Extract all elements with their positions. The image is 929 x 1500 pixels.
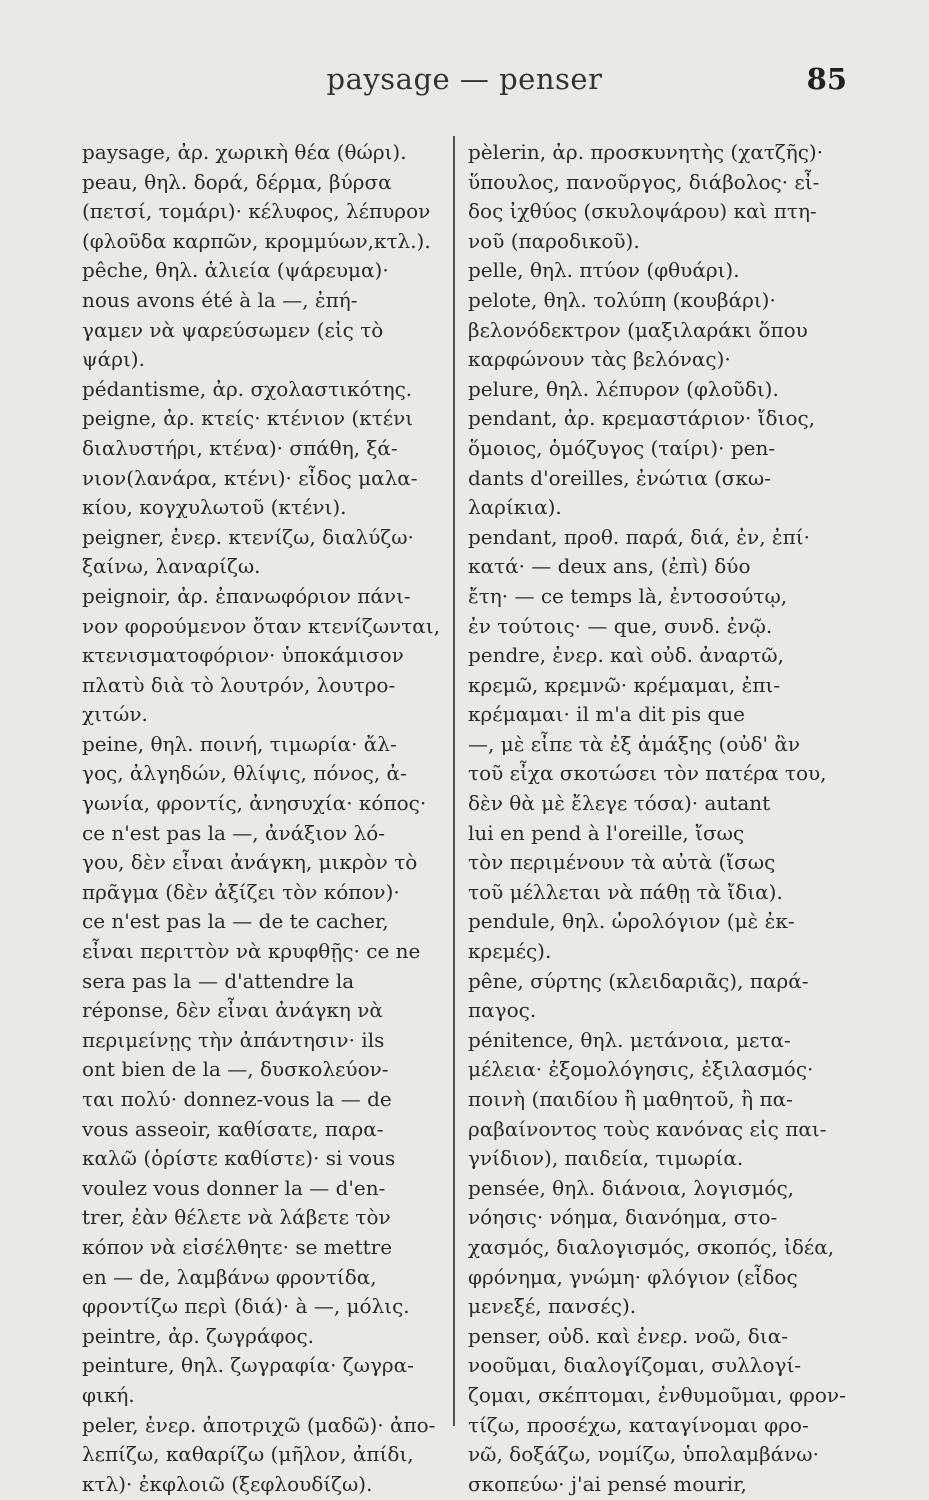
right-column [468,138,850,1499]
text-line: κόπον νὰ εἰσέλθητε· se mettre [82,1234,393,1259]
text-line: νιον(λανάρα, κτένι)· εἶδος μαλα- [82,465,418,490]
text-line: nous avons été à la —, ἐπή- [82,287,358,312]
text-line: ψάρι). [82,347,145,372]
text-line: σκοπεύω· j'ai pensé mourir, [468,1471,747,1496]
text-line: βελονόδεκτρον (μαξιλαράκι ὅπου [468,317,808,342]
text-line: μενεξέ, πανσές). [468,1294,637,1319]
text-line: κρεμές). [468,939,552,964]
text-line: παγος. [468,998,537,1023]
text-line: pensée, θηλ. διάνοια, λογισμός, [468,1175,794,1200]
text-line: pelure, θηλ. λέπυρον (φλοῦδι). [468,376,779,401]
text-line: pêne, σύρτης (κλειδαριᾶς), παρά- [468,968,809,993]
text-line: καλῶ (ὁρίστε καθίστε)· si vous [82,1146,396,1171]
text-line: ce n'est pas la — de te cacher, [82,909,389,934]
text-line: ραβαίνοντος τοὺς κανόνας εἰς παι- [468,1116,827,1141]
text-line: en — de, λαμβάνω φροντίδα, [82,1264,377,1289]
text-line: peintre, ἀρ. ζωγράφος. [82,1323,315,1348]
text-line: paysage, ἀρ. χωρικὴ θέα (θώρι). [82,140,407,164]
text-line: νον φορούμενον ὅταν κτενίζωνται, [82,613,440,638]
text-line: (φλοῦδα καρπῶν, κρομμύων,κτλ.). [82,228,431,253]
text-line: ὕπουλος, πανοῦργος, διάβολος· εἶ- [468,169,820,194]
text-line: νῶ, δοξάζω, νομίζω, ὑπολαμβάνω· [468,1442,819,1467]
text-line: trer, ἐὰν θέλετε νὰ λάβετε τὸν [82,1205,391,1230]
text-line: pelote, θηλ. τολύπη (κουβάρι)· [468,287,776,312]
text-line: λεπίζω, καθαρίζω (μῆλον, ἀπίδι, [82,1442,414,1467]
column-divider [453,136,455,1426]
text-line: ce n'est pas la —, ἀνάξιον λό- [82,820,386,845]
page-number: 85 [806,62,847,96]
text-line: χιτών. [82,702,148,727]
text-line: ὅμοιος, ὁμόζυγος (ταίρι)· pen- [468,435,776,460]
text-line: δὲν θὰ μὲ ἔλεγε τόσα)· autant [468,791,771,816]
text-line: πρᾶγμα (δὲν ἀξίζει τὸν κόπον)· [82,879,400,904]
text-line: ἔτη· — ce temps là, ἐντοσούτῳ, [468,583,788,608]
text-line: peinture, θηλ. ζωγραφία· ζωγρα- [82,1353,414,1378]
text-line: (πετσί, τομάρι)· κέλυφος, λέπυρον [82,199,431,224]
text-line: πλατὺ διὰ τὸ λουτρόν, λουτρο- [82,672,396,697]
page-title: paysage — penser [326,62,603,96]
text-line: τίζω, προσέχω, καταγίνομαι φρο- [468,1412,809,1437]
text-line: νοῦ (παροδικοῦ). [468,228,640,253]
text-line: κτενισματοφόριον· ὑποκάμισον [82,643,404,668]
text-line: pendre, ἐνερ. καὶ οὐδ. ἀναρτῶ, [468,643,784,668]
text-line: pelle, θηλ. πτύον (φθυάρι). [468,258,740,283]
text-line: lui en pend à l'oreille, ἴσως [468,820,745,845]
text-line: κίου, κογχυλωτοῦ (κτένι). [82,495,347,520]
text-line: ζομαι, σκέπτομαι, ἐνθυμοῦμαι, φρον- [468,1382,846,1407]
text-line: δος ἰχθύος (σκυλοψάρου) καὶ πτη- [468,199,817,224]
text-line: κτλ)· ἐκφλοιῶ (ξεφλουδίζω). [82,1471,373,1496]
text-line: sera pas la — d'attendre la [82,968,355,993]
text-line: pêche, θηλ. ἁλιεία (ψάρευμα)· [82,258,389,283]
text-line: γαμεν νὰ ψαρεύσωμεν (εἰς τὸ [82,317,384,342]
text-line: peine, θηλ. ποινή, τιμωρία· ἄλ- [82,731,397,756]
text-line: τὸν περιμένουν τὰ αὐτὰ (ἴσως [468,850,776,875]
text-line: pendant, προθ. παρά, διά, ἐν, ἐπί· [468,524,810,549]
text-line: pendant, ἀρ. κρεμαστάριον· ἴδιος, [468,406,816,431]
text-line: κατά· — deux ans, (ἐπὶ) δύο [468,554,751,579]
text-line: dants d'oreilles, ἐνώτια (σκω- [468,465,771,490]
text-line: peigner, ἐνερ. κτενίζω, διαλύζω· [82,524,414,549]
text-line: peau, θηλ. δορά, δέρμα, βύρσα [82,169,392,194]
text-line: κρεμῶ, κρεμνῶ· κρέμαμαι, ἐπι- [468,672,781,697]
text-line: voulez vous donner la — d'en- [82,1175,386,1200]
text-line: τοῦ μέλλεται νὰ πάθῃ τὰ ἴδια). [468,879,783,904]
text-line: γωνία, φροντίς, ἀνησυχία· κόπος· [82,791,427,816]
text-line: μέλεια· ἐξομολόγησις, ἐξιλασμός· [468,1057,814,1082]
text-line: φρόνημα, γνώμη· φλόγιον (εἶδος [468,1264,798,1289]
left-column [82,138,462,1499]
text-line: peigne, ἀρ. κτείς· κτένιον (κτένι [82,406,414,431]
text-line: pénitence, θηλ. μετάνοια, μετα- [468,1027,791,1052]
text-line: pendule, θηλ. ὡρολόγιον (μὲ ἐκ- [468,909,795,934]
text-line: ται πολύ· donnez-vous la — de [82,1087,392,1111]
text-line: ἐν τούτοις· — que, συνδ. ἐνῷ. [468,613,773,638]
text-line: κρέμαμαι· il m'a dit pis que [468,702,746,727]
text-line: peignoir, ἀρ. ἐπανωφόριον πάνι- [82,583,411,608]
text-line: νοοῦμαι, διαλογίζομαι, συλλογί- [468,1353,802,1378]
text-line: vous asseoir, καθίσατε, παρα- [82,1116,384,1141]
text-line: réponse, δὲν εἶναι ἀνάγκη νὰ [82,998,383,1023]
text-line: φροντίζω περὶ (διά)· à —, μόλις. [82,1294,410,1319]
text-line: χασμός, διαλογισμός, σκοπός, ἰδέα, [468,1234,835,1259]
text-line: ξαίνω, λαναρίζω. [82,554,261,579]
text-line: φική. [82,1382,135,1407]
text-line: ont bien de la —, δυσκολεύον- [82,1057,389,1082]
text-line: νόησις· νόημα, διανόημα, στο- [468,1205,778,1230]
text-line: γου, δὲν εἶναι ἀνάγκη, μικρὸν τὸ [82,850,418,875]
text-line: διαλυστήρι, κτένα)· σπάθη, ξά- [82,435,398,460]
text-line: λαρίκια). [468,495,562,520]
text-line: περιμείνῃς τὴν ἀπάντησιν· ils [82,1027,385,1052]
text-line: τοῦ εἶχα σκοτώσει τὸν πατέρα του, [468,761,827,786]
text-line: —, μὲ εἶπε τὰ ἐξ ἀμάξης (οὐδ' ἂν [468,731,801,756]
text-line: pédantisme, ἀρ. σχολαστικότης. [82,376,413,401]
text-line: γνίδιον), παιδεία, τιμωρία. [468,1146,744,1171]
text-line: penser, οὐδ. καὶ ἐνερ. νοῶ, δια- [468,1323,788,1348]
text-line: εἶναι περιττὸν νὰ κρυφθῇς· ce ne [82,939,421,964]
text-line: γος, ἀλγηδών, θλίψις, πόνος, ἀ- [82,761,407,786]
text-line: ποινὴ (παιδίου ἢ μαθητοῦ, ἢ πα- [468,1087,793,1111]
text-line: καρφώνουν τὰς βελόνας)· [468,347,731,372]
text-line: peler, ἐνερ. ἀποτριχῶ (μαδῶ)· ἀπο- [82,1412,436,1437]
text-line: pèlerin, ἀρ. προσκυνητὴς (χατζῆς)· [468,140,824,164]
